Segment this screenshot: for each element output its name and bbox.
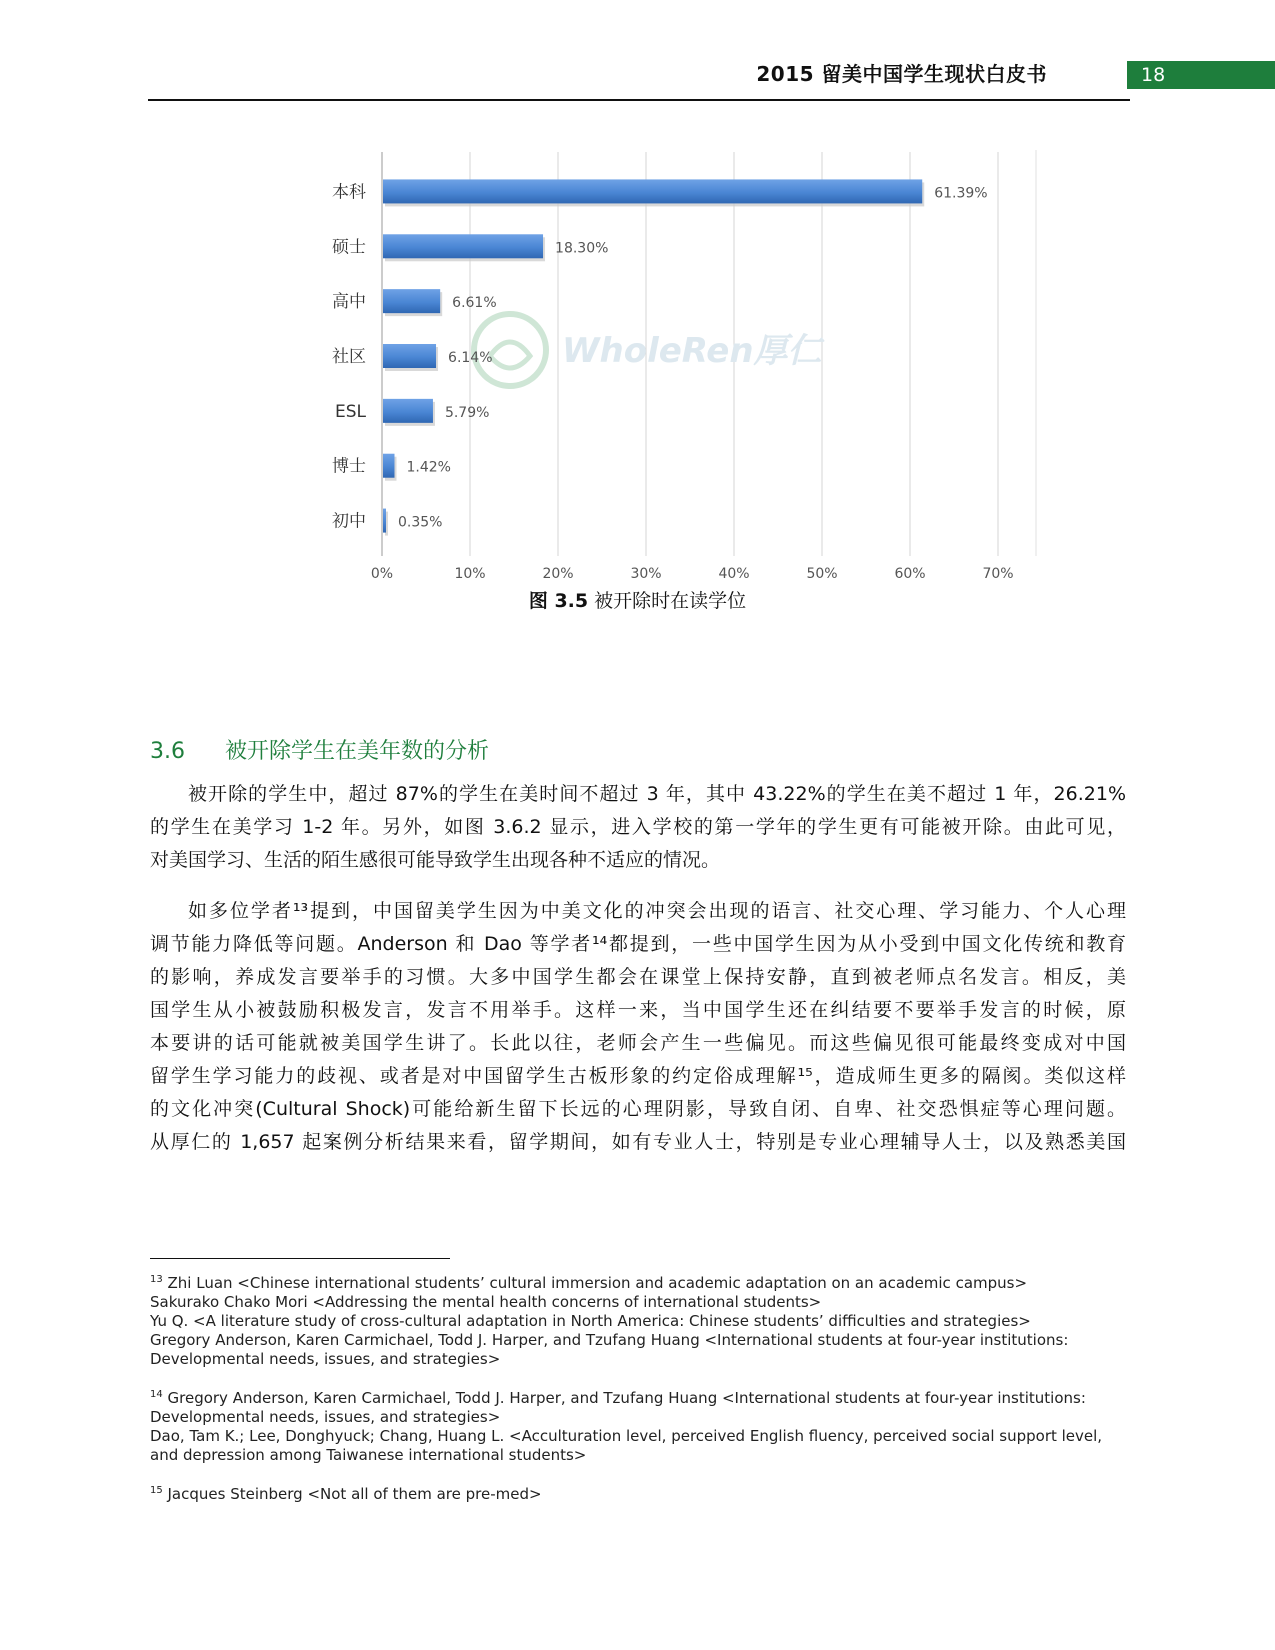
figure-caption [0,586,1275,613]
paragraph-line: 如多位学者¹³提到，中国留美学生因为中美文化的冲突会出现的语言、社交心理、学习能力、个人心理 [188,900,1126,922]
chart-bar [383,509,386,533]
footnote-line: Zhi Luan <Chinese international students’ cultural immersion and academic adaptation on an academic campus> [162,1274,1028,1292]
header-rule [148,99,1130,101]
footnote-line: Yu Q. <A literature study of cross-cultural adaptation in North America: Chinese students’ difficulties and strategies> [150,1312,1031,1330]
footnote-line: Developmental needs, issues, and strategies> [150,1350,501,1368]
chart-bar [383,399,433,423]
chart-category-label: 博士 [332,456,366,477]
chart-bar [383,179,922,203]
chart-category-label: 初中 [332,511,366,532]
footnote-mark: 15 [150,1485,163,1496]
chart-x-tick-label: 20% [542,566,574,582]
watermark-text: WholeRen厚仁 [562,331,822,371]
chart-x-tick-label: 0% [370,566,394,582]
chart-bar [383,234,543,258]
chart-x-tick-label: 70% [982,566,1014,582]
paragraph-line: 调节能力降低等问题。Anderson 和 Dao 等学者¹⁴都提到，一些中国学生因为从小受到中国文化传统和教育 [150,933,1126,955]
chart-x-tick-label: 50% [806,566,838,582]
chart-bar [383,454,394,478]
paragraph-2 [150,895,1126,1159]
chart-value-label: 1.42% [406,459,451,476]
chart-category-labels [332,182,367,531]
footnote-mark: 14 [150,1389,163,1400]
chart-x-tick-label: 10% [454,566,486,582]
footnote-line: Developmental needs, issues, and strategies> [150,1408,501,1426]
paragraph-line: 国学生从小被鼓励积极发言，发言不用举手。这样一来，当中国学生还在纠结要不要举手发言的时候，原 [150,999,1126,1021]
chart-category-label: 社区 [332,347,366,367]
footnote-15 [150,1481,1130,1504]
section-heading [150,734,489,765]
running-header-title: 2015 留美中国学生现状白皮书 [756,62,1047,86]
footnote-line: Sakurako Chako Mori <Addressing the mental health concerns of international students> [150,1293,822,1311]
footnote-14 [150,1385,1130,1465]
chart-value-label: 61.39% [934,185,988,202]
figure-caption-label: 图 3.5 [528,590,589,612]
footnote-line: Gregory Anderson, Karen Carmichael, Todd J. Harper, and Tzufang Huang <International students at four-year institutions: [150,1331,1069,1349]
footnote-separator [150,1258,450,1259]
paragraph-line: 的学生在美学习 1-2 年。另外，如图 3.6.2 显示，进入学校的第一学年的学生更有可能被开除。由此可见， [150,816,1126,838]
paragraph-line: 对美国学习、生活的陌生感很可能导致学生出现各种不适应的情况。 [150,849,721,871]
chart-value-label: 6.14% [448,350,493,366]
section-title: 被开除学生在美年数的分析 [225,739,490,764]
chart-category-label: 高中 [332,292,366,313]
footnote-line: Dao, Tam K.; Lee, Donghyuck; Chang, Huang L. <Acculturation level, perceived English fluency, perceived social support level, [150,1427,1103,1445]
chart-category-label: 硕士 [332,237,366,258]
footnote-13 [150,1270,1130,1369]
section-number: 3.6 [150,739,185,764]
paragraph-line: 的文化冲突(Cultural Shock)可能给新生留下长远的心理阴影，导致自闭、自卑、社交恐惧症等心理问题。 [150,1098,1126,1120]
footnote-line: Gregory Anderson, Karen Carmichael, Todd J. Harper, and Tzufang Huang <International students at four-year institutions: [162,1389,1086,1407]
footnote-line: Jacques Steinberg <Not all of them are pre-med> [162,1485,542,1503]
chart-x-tick-label: 40% [718,566,750,582]
figure-caption-text: 被开除时在读学位 [588,590,747,612]
chart-bar [383,289,440,313]
paragraph-line: 从厚仁的 1,657 起案例分析结果来看，留学期间，如有专业人士，特别是专业心理辅导人士，以及熟悉美国 [150,1131,1126,1153]
chart-category-label: 本科 [332,182,366,203]
chart-value-label: 6.61% [452,295,497,312]
chart-value-label: 18.30% [555,240,609,257]
paragraph-line: 的影响，养成发言要举手的习惯。大多中国学生都会在课堂上保持安静，直到被老师点名发言。相反，美 [150,966,1126,988]
chart-category-label: ESL [334,401,366,422]
chart-bar [383,344,436,368]
paragraph-line: 本要讲的话可能就被美国学生讲了。长此以往，老师会产生一些偏见。而这些偏见很可能最终变成对中国 [150,1032,1126,1054]
paragraph-line: 留学生学习能力的歧视、或者是对中国留学生古板形象的约定俗成理解¹⁵，造成师生更多的隔阂。类似这样 [150,1065,1126,1087]
chart-x-tick-label: 30% [630,566,662,582]
paragraph-1 [150,778,1126,877]
degree-bar-chart [300,150,1040,582]
chart-x-tick-labels [371,566,1014,582]
chart-watermark [474,314,826,386]
footnote-line: and depression among Taiwanese international students> [150,1446,587,1464]
chart-value-label: 5.79% [444,404,490,421]
chart-x-tick-label: 60% [894,566,926,582]
chart-value-label: 0.35% [398,514,443,531]
page-number-badge: 18 [1127,61,1275,89]
footnote-mark: 13 [150,1274,163,1285]
watermark-logo-leaf [490,342,530,368]
paragraph-line: 被开除的学生中，超过 87%的学生在美时间不超过 3 年，其中 43.22%的学生在美不超过 1 年，26.21% [188,783,1126,805]
